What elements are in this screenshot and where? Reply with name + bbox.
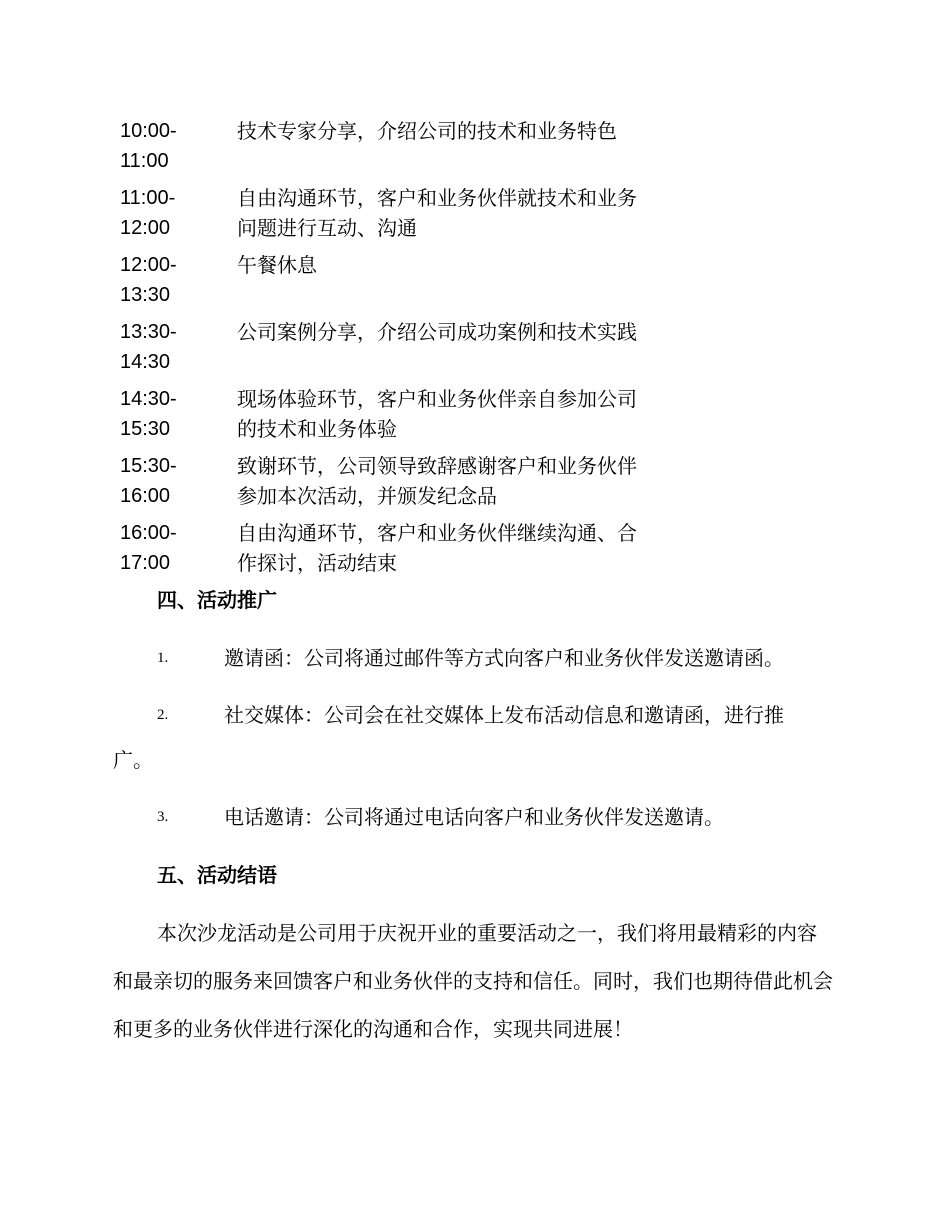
time-end: 14:30 xyxy=(120,351,171,373)
schedule-description: 自由沟通环节，客户和业务伙伴就技术和业务问题进行互动、沟通 xyxy=(237,186,637,240)
list-text-continuation: 广。 xyxy=(113,748,153,772)
schedule-time xyxy=(120,451,237,511)
time-start: 15:30- xyxy=(120,455,177,477)
schedule-description: 致谢环节，公司领导致辞感谢客户和业务伙伴参加本次活动，并颁发纪念品 xyxy=(237,454,637,508)
list-text: 邀请函：公司将通过邮件等方式向客户和业务伙伴发送邀请函。 xyxy=(224,646,784,670)
schedule-row xyxy=(120,250,680,310)
section-heading-promotion: 四、活动推广 xyxy=(157,588,277,612)
schedule-time xyxy=(120,250,237,310)
time-start: 16:00- xyxy=(120,522,177,544)
time-end: 13:30 xyxy=(120,284,171,306)
schedule-row xyxy=(120,451,680,511)
conclusion-paragraph: 本次沙龙活动是公司用于庆祝开业的重要活动之一，我们将用最精彩的内容和最亲切的服务来回馈客户和业务伙伴的支持和信任。同时，我们也期待借此机会和更多的业务伙伴进行深化的沟通和合作，实现共同进展！ xyxy=(113,921,833,1041)
schedule-row xyxy=(120,317,680,377)
list-number: 2. xyxy=(157,707,169,723)
list-item xyxy=(113,629,833,687)
schedule-description: 现场体验环节，客户和业务伙伴亲自参加公司的技术和业务体验 xyxy=(237,387,637,441)
list-item-continuation xyxy=(113,731,833,789)
schedule-time xyxy=(120,183,237,243)
list-text: 电话邀请：公司将通过电话向客户和业务伙伴发送邀请。 xyxy=(224,805,724,829)
time-end: 17:00 xyxy=(120,552,171,574)
list-text: 社交媒体：公司会在社交媒体上发布活动信息和邀请函，进行推 xyxy=(224,703,784,727)
list-number: 1. xyxy=(157,650,169,666)
time-start: 10:00- xyxy=(120,120,177,142)
time-end: 15:30 xyxy=(120,418,171,440)
schedule-time xyxy=(120,384,237,444)
schedule-description: 自由沟通环节，客户和业务伙伴继续沟通、合作探讨，活动结束 xyxy=(237,521,637,575)
list-number: 3. xyxy=(157,809,169,825)
time-start: 14:30- xyxy=(120,388,177,410)
schedule-row xyxy=(120,183,680,243)
time-end: 16:00 xyxy=(120,485,171,507)
schedule-time xyxy=(120,518,237,578)
time-end: 12:00 xyxy=(120,217,171,239)
schedule-time xyxy=(120,116,237,176)
schedule-row xyxy=(120,384,680,444)
schedule-description: 午餐休息 xyxy=(237,253,317,277)
time-start: 11:00- xyxy=(120,187,176,209)
list-item xyxy=(113,788,833,846)
schedule-row xyxy=(120,518,680,578)
schedule-description: 技术专家分享，介绍公司的技术和业务特色 xyxy=(237,119,617,143)
schedule-table xyxy=(120,116,680,585)
time-end: 11:00 xyxy=(120,150,169,172)
schedule-description: 公司案例分享，介绍公司成功案例和技术实践 xyxy=(237,320,637,344)
section-heading-conclusion: 五、活动结语 xyxy=(157,863,277,887)
schedule-row xyxy=(120,116,680,176)
time-start: 12:00- xyxy=(120,254,177,276)
time-start: 13:30- xyxy=(120,321,177,343)
schedule-time xyxy=(120,317,237,377)
